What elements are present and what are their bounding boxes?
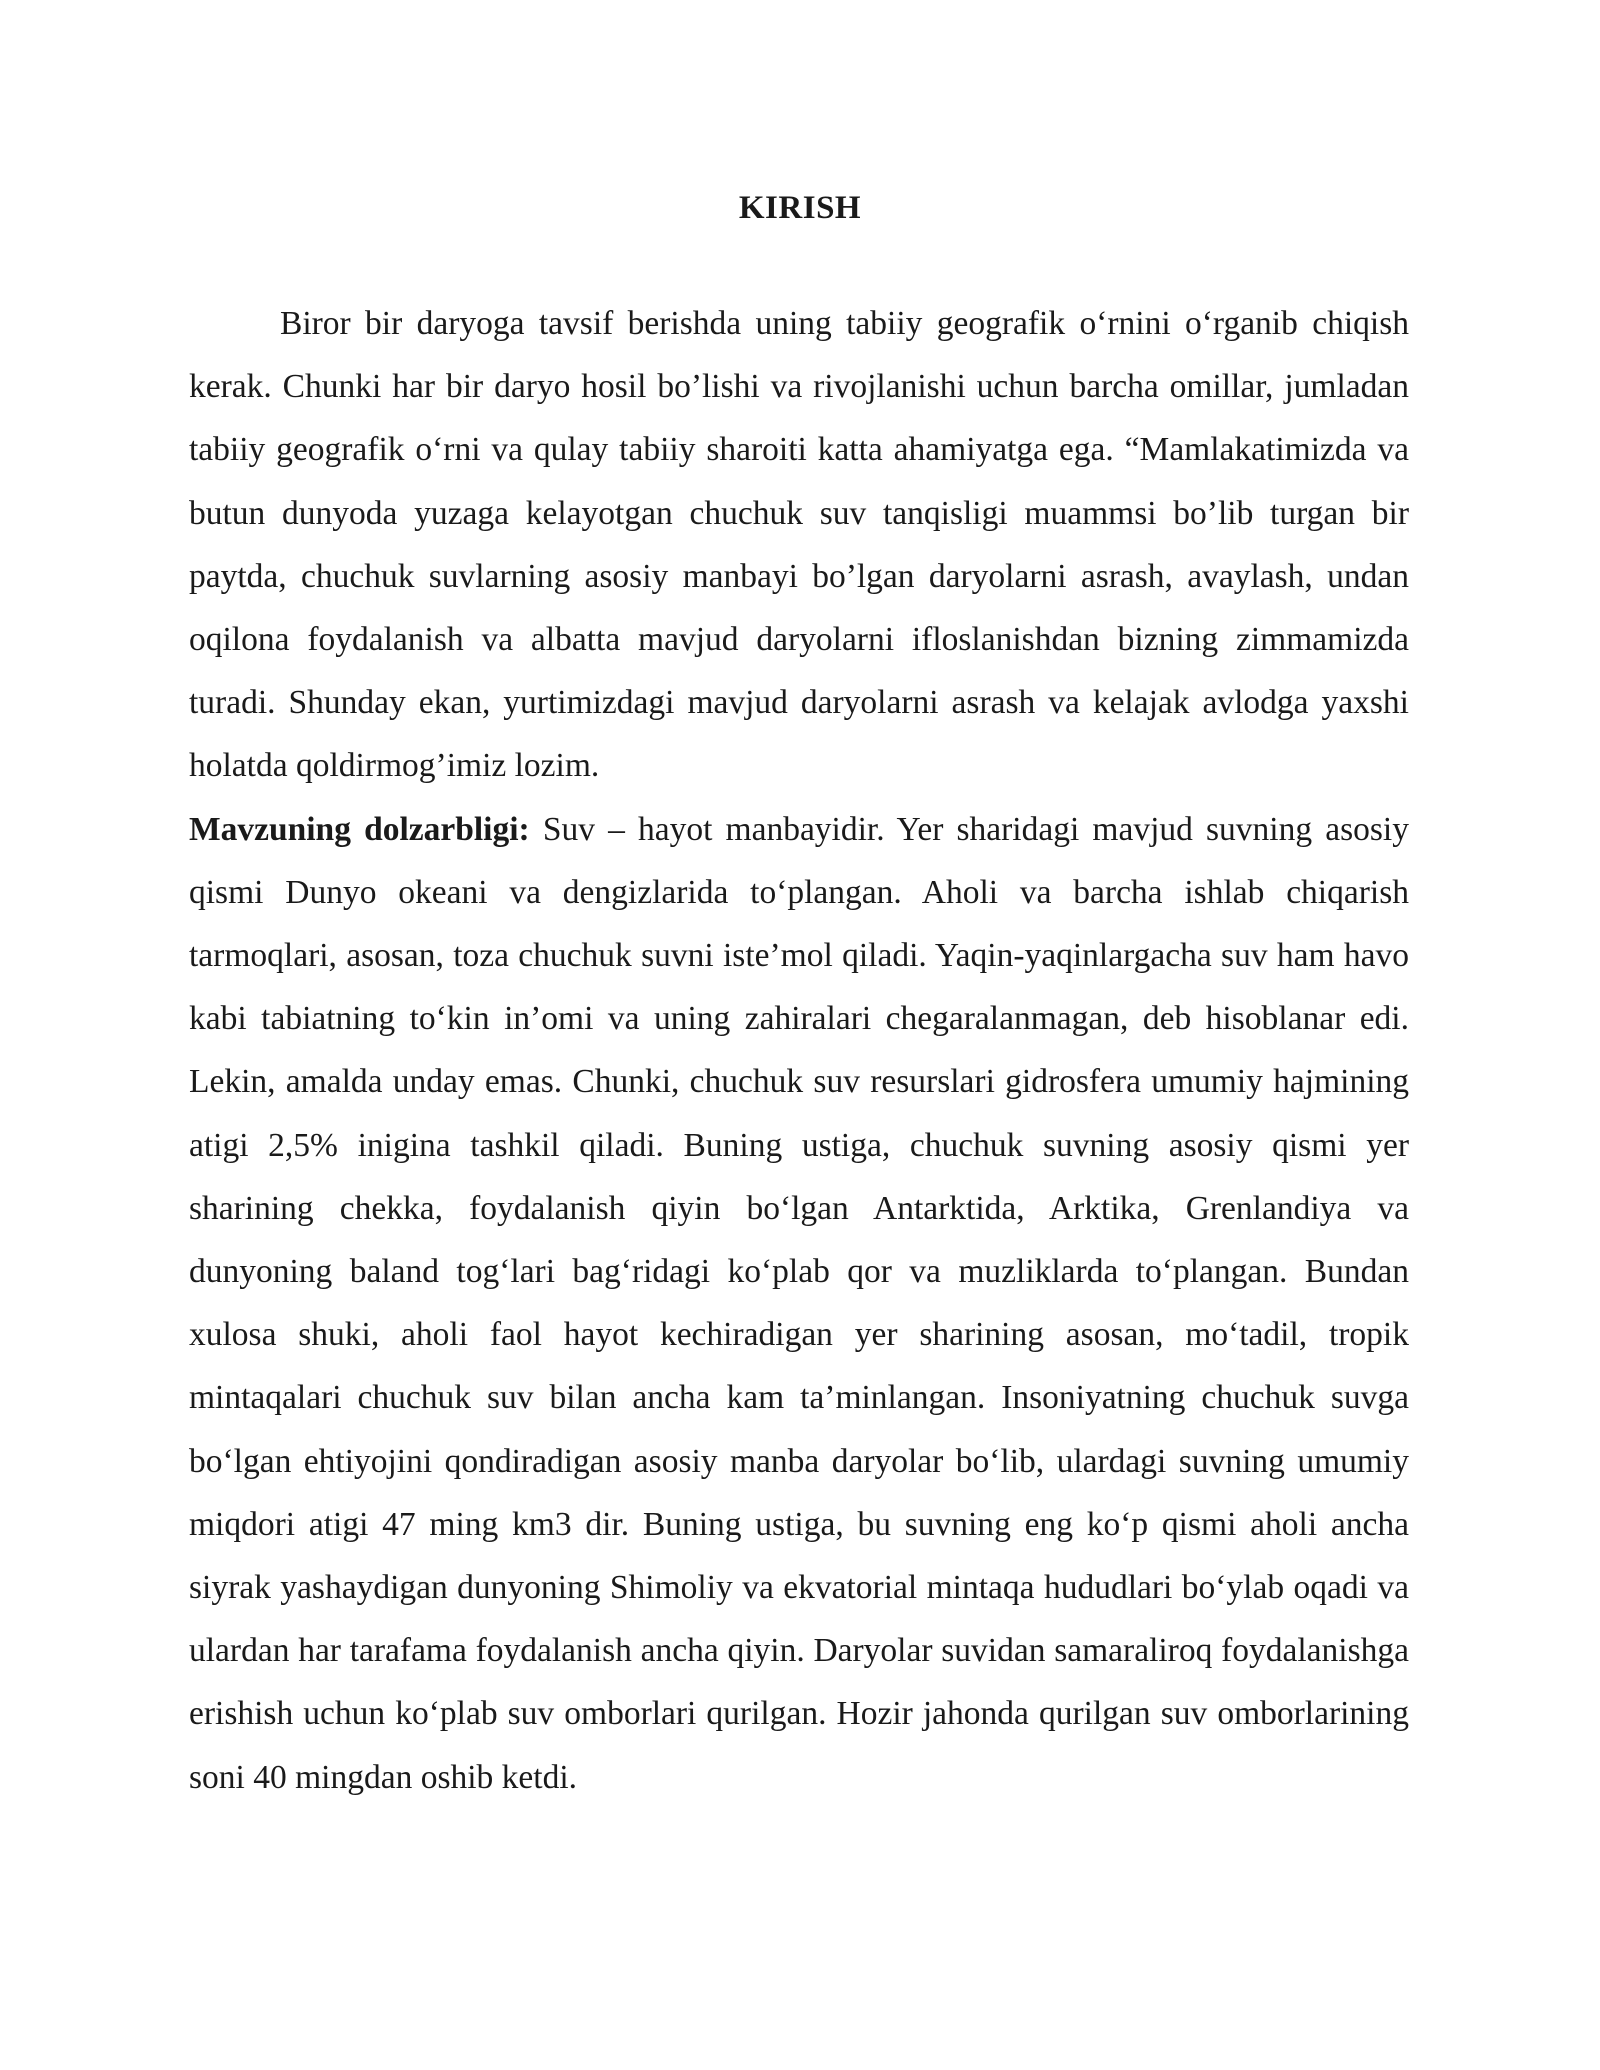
document-body [189,292,1409,1809]
section-heading: KIRISH [738,190,862,226]
intro-paragraph: Biror bir daryoga tavsif berishda uning tabiiy geografik o‘rnini o‘rganib chiqish kerak. Chunki har bir daryo hosil bo’lishi va rivojlanishi uchun barcha omillar, jumladan tabiiy geografik o‘rni va qulay tabiiy sharoiti katta ahamiyatga ega. “Mamlakatimizda va butun dunyoda yuzaga kelayotgan chuchuk suv tanqisligi muammsi bo’lib turgan bir paytda, chuchuk suvlarning asosiy manbayi bo’lgan daryolarni asrash, avaylash, undan oqilona foydalanish va albatta mavjud daryolarni ifloslanishdan bizning zimmamizda turadi. Shunday ekan, yurtimizdagi mavjud daryolarni asrash va kelajak avlodga yaxshi holatda qoldirmog’imiz lozim. [189,305,1409,785]
relevance-text: Suv – hayot manbayidir. Yer sharidagi mavjud suvning asosiy qismi Dunyo okeani va dengizlarida to‘plangan. Aholi va barcha ishlab chiqarish tarmoqlari, asosan, toza chuchuk suvni iste’mol qiladi. Yaqin-yaqinlargacha suv ham havo kabi tabiatning to‘kin in’omi va uning zahiralari chegaralanmagan, deb hisoblanar edi. Lekin, amalda unday emas. Chunki, chuchuk suv resurslari gidrosfera umumiy hajmining atigi 2,5% inigina tashkil qiladi. Buning ustiga, chuchuk suvning asosiy qismi yer sharining chekka, foydalanish qiyin bo‘lgan Antarktida, Arktika, Grenlandiya va dunyoning baland tog‘lari bag‘ridagi ko‘plab qor va muzliklarda to‘plangan. Bundan xulosa shuki, aholi faol hayot kechiradigan yer sharining asosan, mo‘tadil, tropik mintaqalari chuchuk suv bilan ancha kam ta’minlangan. Insoniyatning chuchuk suvga bo‘lgan ehtiyojini qondiradigan asosiy manba daryolar bo‘lib, ulardagi suvning umumiy miqdori atigi 47 ming km3 dir. Buning ustiga, bu suvning eng ko‘p qismi aholi ancha siyrak yashaydigan dunyoning Shimoliy va ekvatorial mintaqa hududlari bo‘ylab oqadi va ulardan har tarafama foydalanish ancha qiyin. Daryolar suvidan samaraliroq foydalanishga erishish uchun ko‘plab suv omborlari qurilgan. Hozir jahonda qurilgan suv omborlarining soni 40 mingdan oshib ketdi. [189,810,1409,1796]
relevance-paragraph [189,798,1409,1809]
relevance-label: Mavzuning dolzarbligi: [189,810,530,848]
